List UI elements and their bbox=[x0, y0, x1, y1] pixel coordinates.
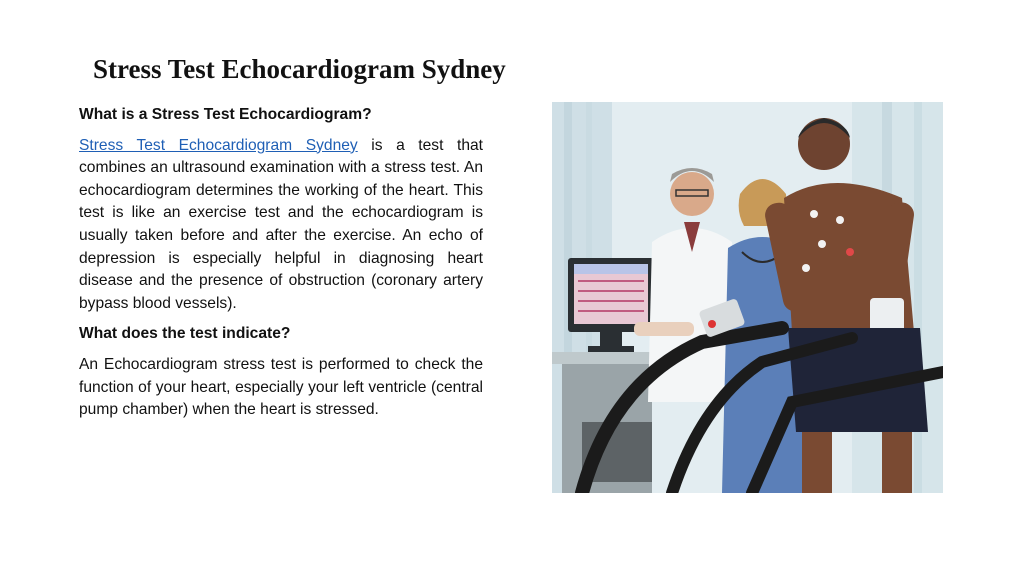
section-heading-what-is: What is a Stress Test Echocardiogram? bbox=[79, 106, 372, 123]
treadmill-stress-test-photo bbox=[552, 102, 943, 493]
section-heading-indicate: What does the test indicate? bbox=[79, 325, 291, 343]
section-paragraph-indicate: An Echocardiogram stress test is performed to check the function of your heart, especially your left ventricle (central pump chamber) when the heart is stressed. bbox=[79, 355, 483, 419]
text-column bbox=[79, 104, 483, 430]
section-paragraph-what-is bbox=[79, 135, 483, 316]
page-title: Stress Test Echocardiogram Sydney bbox=[93, 54, 506, 84]
section-body-what-is: is a test that combines an ultrasound examination with a stress test. An echocardiogram determines the working of the heart. This test is like an exercise test and the echocardiogram is usually taken before and after the exercise. An echo of depression is especially helpful in diagnosing heart disease and the presence of obstruction (coronary artery bypass blood vessels). bbox=[79, 136, 483, 312]
stress-test-link[interactable]: Stress Test Echocardiogram Sydney bbox=[79, 136, 358, 154]
